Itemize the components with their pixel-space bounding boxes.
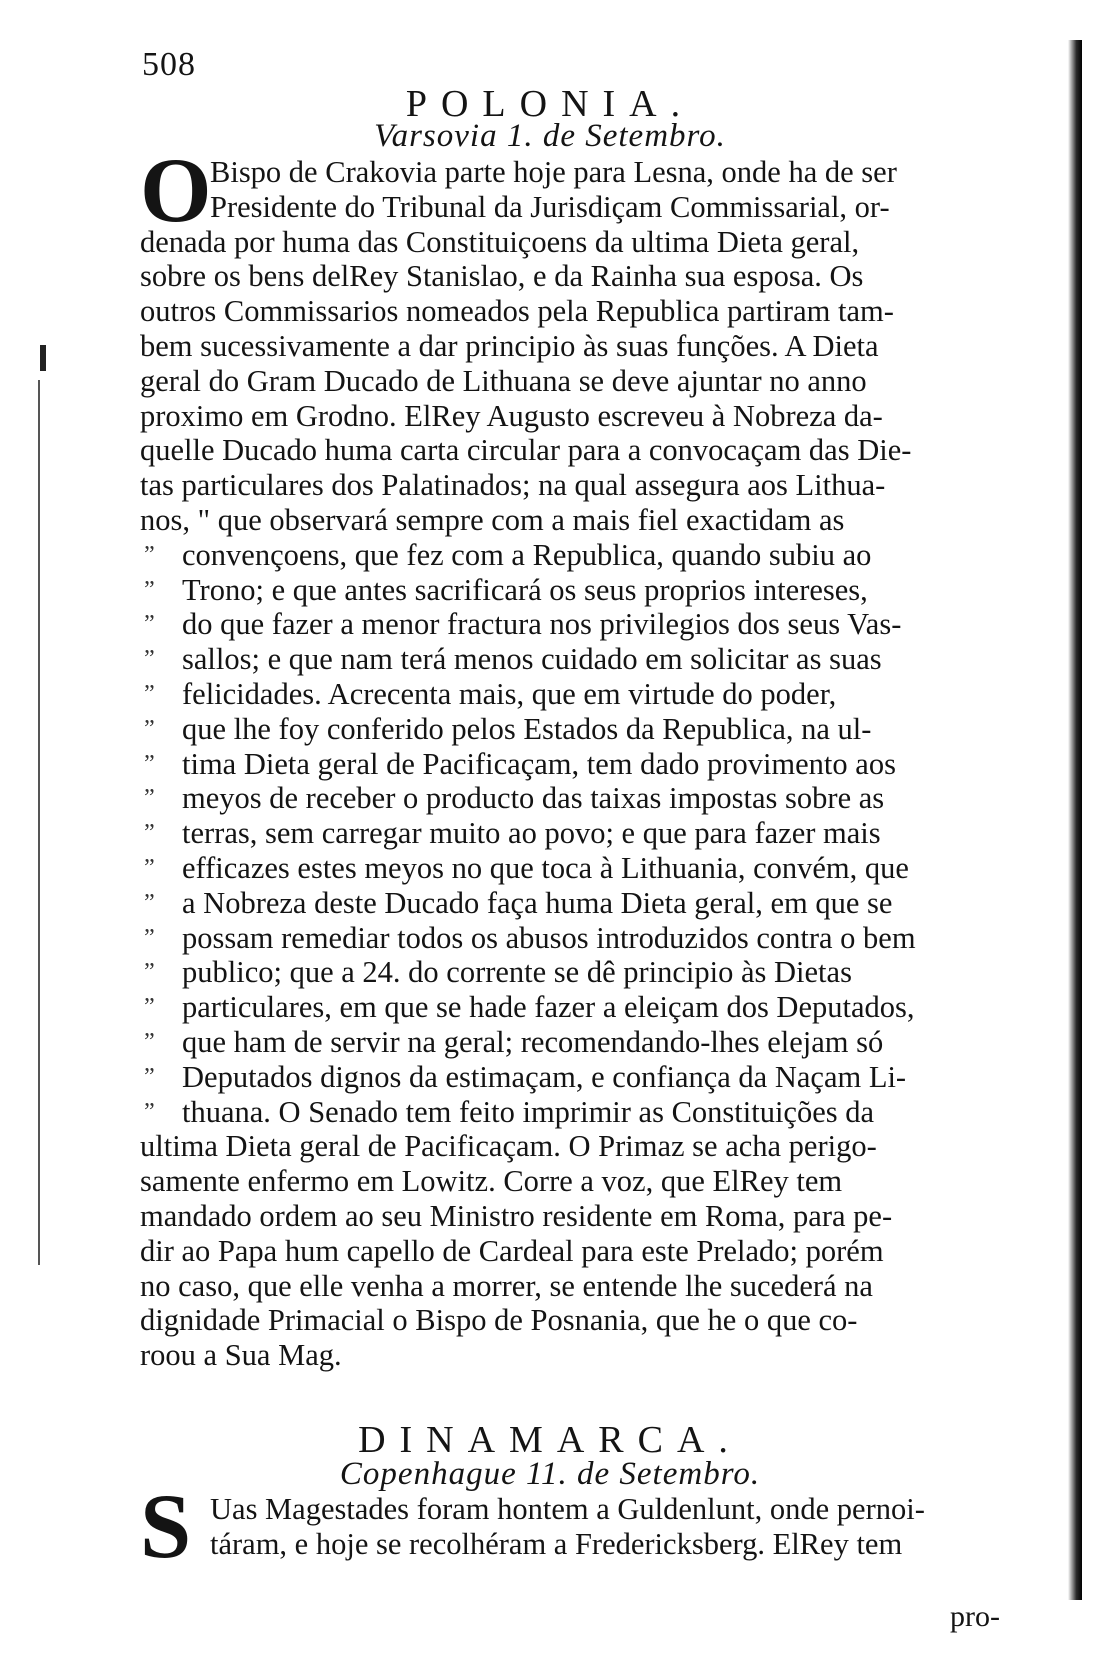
page-edge-shadow [1068,40,1082,1600]
text-line: proximo em Grodno. ElRey Augusto escreveu à Nobreza da- [140,398,883,433]
article-dinamarca [140,1492,1060,1562]
page-number: 508 [142,46,196,83]
text-line: ultima Dieta geral de Pacificaçam. O Primaz se acha perigo- [140,1129,877,1164]
text-line: samente enfermo em Lowitz. Corre a voz, que ElRey tem [140,1164,843,1199]
drop-cap-polonia: O [140,139,212,241]
quoted-line: ” particulares, em que se hade fazer a eleiçam dos Deputados, [140,990,1060,1025]
text-line: nos, " que observará sempre com a mais fiel exactidam as [140,502,845,537]
section-title-dinamarca: DINAMARCA. [358,1419,742,1461]
article-polonia [140,155,1060,1373]
text-line: denada por huma das Constituiçoens da ultima Dieta geral, [140,224,860,259]
quoted-line: ” convençoens, que fez com a Republica, quando subiu ao [140,538,1060,573]
quoted-line: ” tima Dieta geral de Pacificaçam, tem dado provimento aos [140,747,1060,782]
dateline-dinamarca: Copenhague 11. de Setembro. [339,1456,761,1492]
text-line: sobre os bens delRey Stanislao, e da Rainha sua esposa. Os [140,259,864,294]
quoted-line: ” possam remediar todos os abusos introduzidos contra o bem [140,921,1060,956]
margin-rule [38,380,40,1265]
quoted-line: ” que ham de servir na geral; recomendando-lhes elejam só [140,1025,1060,1060]
text-line: roou a Sua Mag. [140,1338,342,1373]
section-title-polonia: POLONIA. [405,83,695,125]
text-line: táram, e hoje se recolhéram a Fredericksberg. ElRey tem [210,1526,903,1561]
text-line: dir ao Papa hum capello de Cardeal para este Prelado; porém [140,1233,884,1268]
text-line: no caso, que elle venha a morrer, se entende lhe sucederá na [140,1268,873,1303]
margin-mark [40,345,46,371]
quoted-line: ” sallos; e que nam terá menos cuidado em solicitar as suas [140,642,1060,677]
quoted-line: ” Deputados dignos da estimaçam, e confiança da Naçam Li- [140,1060,1060,1095]
quoted-line: ” felicidades. Acrecenta mais, que em virtude do poder, [140,677,1060,712]
text-line: Bispo de Crakovia parte hoje para Lesna, onde ha de ser [210,155,897,189]
drop-cap-dinamarca: S [140,1475,192,1577]
quoted-line: ” que lhe foy conferido pelos Estados da Republica, na ul- [140,712,1060,747]
quoted-line: ” meyos de receber o producto das taixas impostas sobre as [140,781,1060,816]
text-line: quelle Ducado huma carta circular para a convocaçam das Die- [140,433,912,468]
text-line: Uas Magestades foram hontem a Guldenlunt, onde pernoi- [210,1492,925,1526]
text-line: Presidente do Tribunal da Jurisdiçam Commissarial, or- [210,189,890,224]
quoted-line: ” do que fazer a menor fractura nos privilegios dos seus Vas- [140,607,1060,642]
quoted-line: ” publico; que a 24. do corrente se dê principio às Dietas [140,955,1060,990]
quoted-line: ” Trono; e que antes sacrificará os seus proprios intereses, [140,573,1060,608]
text-line: dignidade Primacial o Bispo de Posnania, que he o que co- [140,1303,858,1338]
quoted-line: ” a Nobreza deste Ducado faça huma Dieta geral, em que se [140,886,1060,921]
dateline-polonia: Varsovia 1. de Setembro. [374,118,726,154]
quoted-line: ” thuana. O Senado tem feito imprimir as Constituições da [140,1095,1060,1130]
text-line: geral do Gram Ducado de Lithuana se deve ajuntar no anno [140,363,867,398]
text-line: bem sucessivamente a dar principio às suas funções. A Dieta [140,328,879,363]
quoted-line: ” terras, sem carregar muito ao povo; e que para fazer mais [140,816,1060,851]
quoted-line: ” efficazes estes meyos no que toca à Lithuania, convém, que [140,851,1060,886]
text-line: outros Commissarios nomeados pela Republica partiram tam- [140,294,894,329]
text-line: tas particulares dos Palatinados; na qual assegura aos Lithua- [140,468,886,503]
catchword: pro- [950,1600,1000,1633]
text-line: mandado ordem ao seu Ministro residente em Roma, para pe- [140,1198,893,1233]
